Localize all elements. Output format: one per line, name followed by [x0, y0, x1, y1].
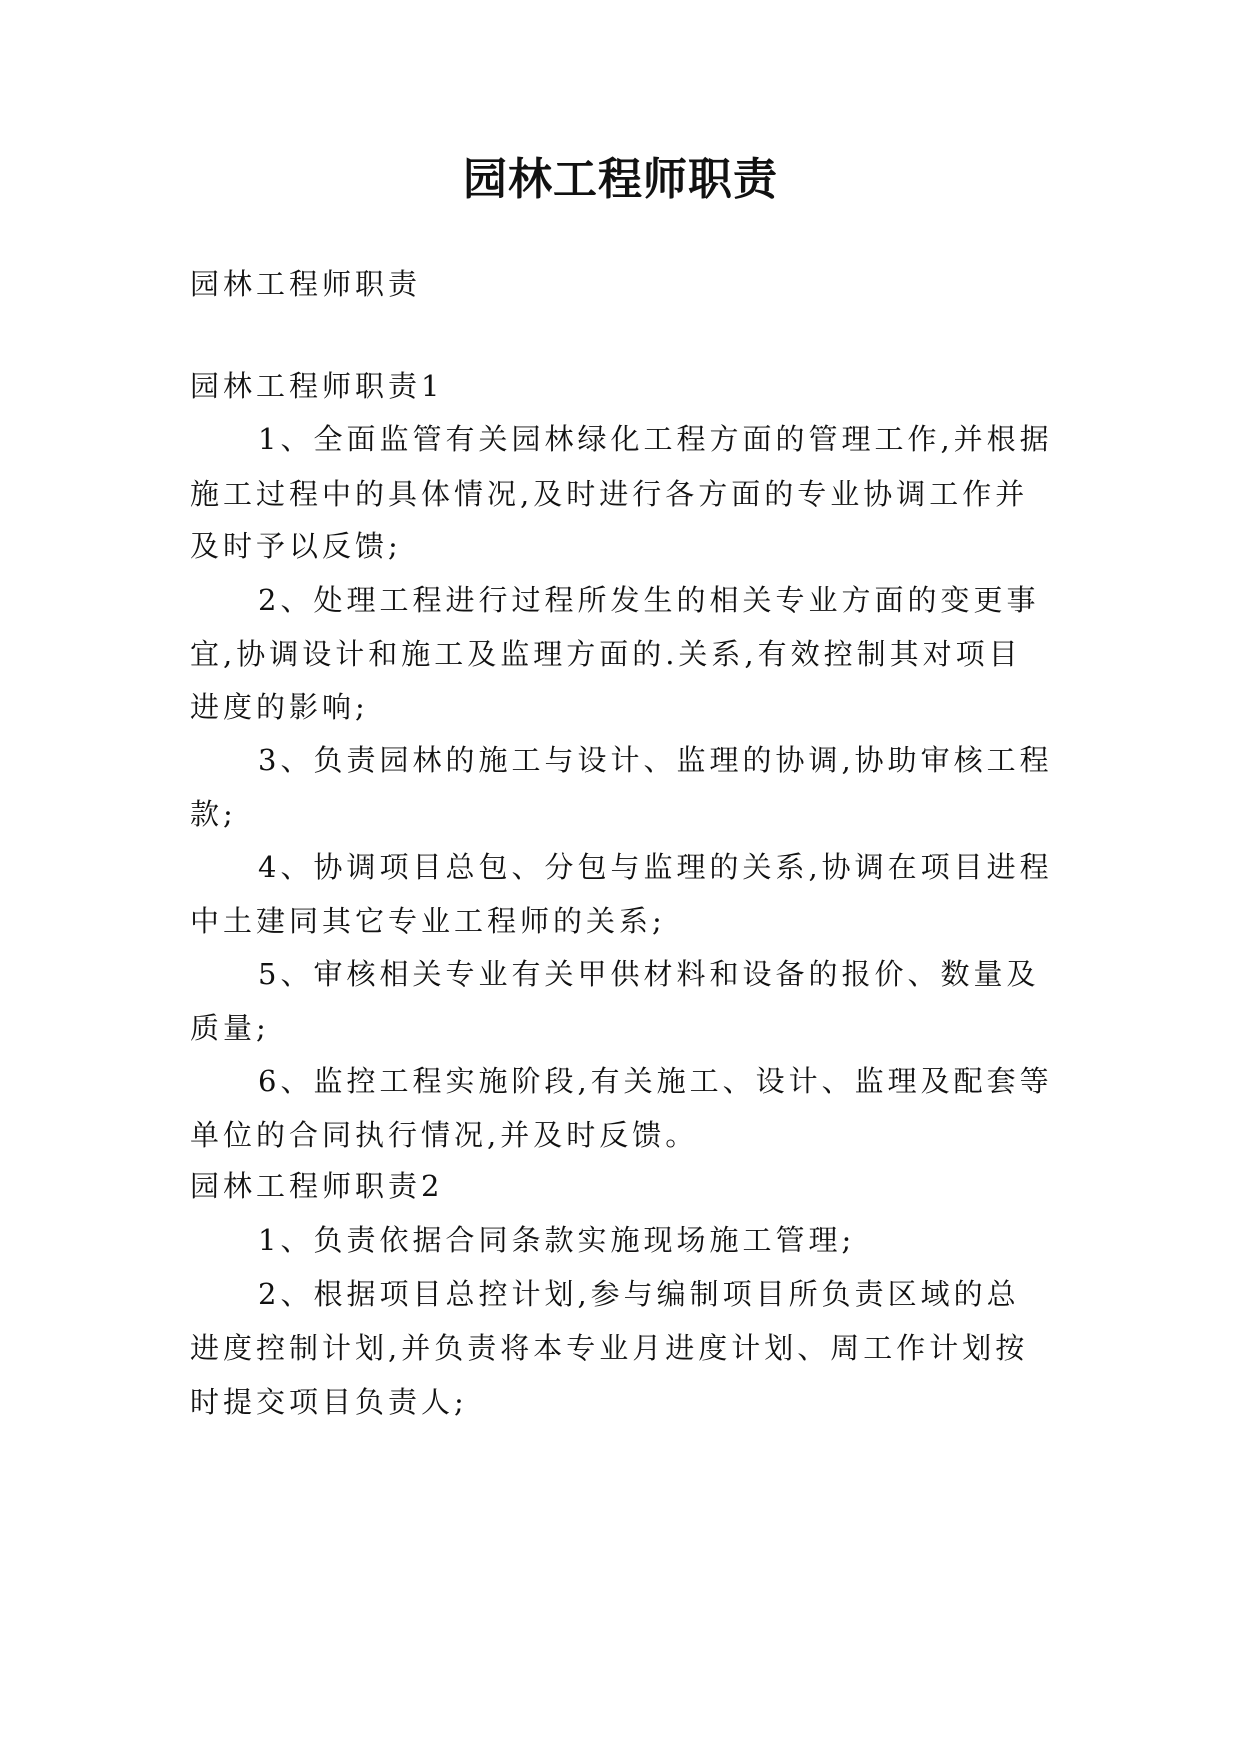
section-1-item-3-line-2: 款; [190, 797, 237, 831]
section-1-item-5-line-1: 5、审核相关专业有关甲供材料和设备的报价、数量及 [258, 957, 1040, 991]
section-1-item-1-line-3: 及时予以反馈; [190, 529, 402, 563]
section-1-item-6-line-1: 6、监控工程实施阶段,有关施工、设计、监理及配套等 [258, 1064, 1053, 1098]
section-1-item-6-line-2: 单位的合同执行情况,并及时反馈。 [190, 1118, 699, 1152]
section-1-item-1-line-1: 1、全面监管有关园林绿化工程方面的管理工作,并根据 [258, 422, 1053, 456]
section-1-item-2-line-1: 2、处理工程进行过程所发生的相关专业方面的变更事 [258, 583, 1040, 617]
section-1-item-2-line-2: 宜,协调设计和施工及监理方面的.关系,有效控制其对项目 [190, 637, 1022, 671]
section-2-heading: 园林工程师职责2 [190, 1169, 444, 1203]
section-1-item-2-line-3: 进度的影响; [190, 690, 369, 724]
section-1-item-4-line-2: 中土建同其它专业工程师的关系; [190, 904, 666, 938]
section-1-item-4-line-1: 4、协调项目总包、分包与监理的关系,协调在项目进程 [258, 850, 1053, 884]
section-2-item-2-line-3: 时提交项目负责人; [190, 1385, 468, 1419]
section-1-heading: 园林工程师职责1 [190, 369, 444, 403]
document-subtitle: 园林工程师职责 [190, 267, 422, 301]
section-1-item-1-line-2: 施工过程中的具体情况,及时进行各方面的专业协调工作并 [190, 477, 1029, 511]
section-1-item-3-line-1: 3、负责园林的施工与设计、监理的协调,协助审核工程 [258, 743, 1053, 777]
document-title: 园林工程师职责 [463, 154, 778, 205]
section-2-item-2-line-2: 进度控制计划,并负责将本专业月进度计划、周工作计划按 [190, 1331, 1029, 1365]
section-2-item-1-line-1: 1、负责依据合同条款实施现场施工管理; [258, 1223, 856, 1257]
section-1-item-5-line-2: 质量; [190, 1011, 270, 1045]
section-2-item-2-line-1: 2、根据项目总控计划,参与编制项目所负责区域的总 [258, 1277, 1020, 1311]
